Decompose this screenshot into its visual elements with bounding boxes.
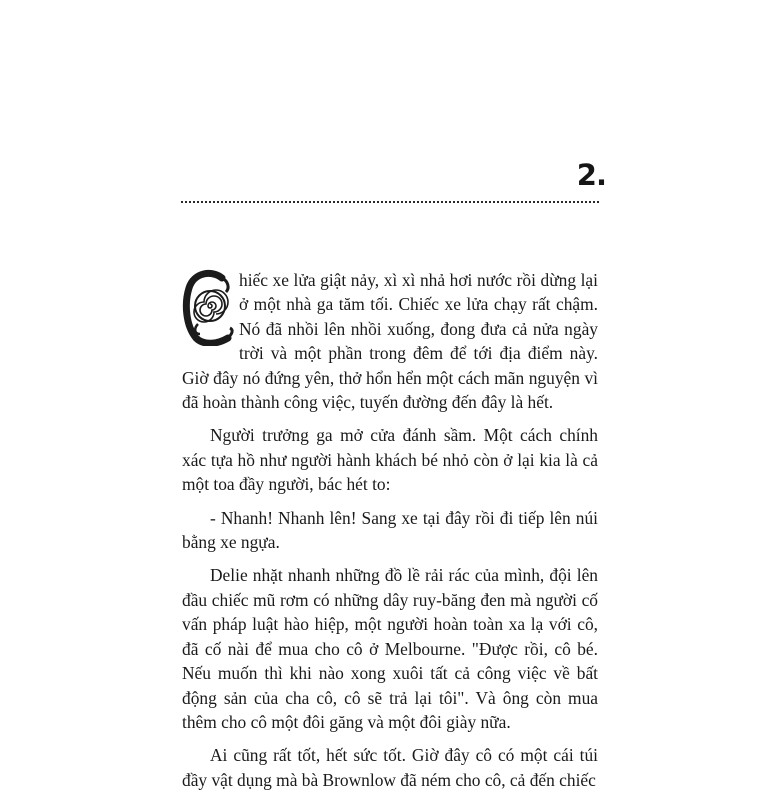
swirl-dropcap-icon: [182, 268, 236, 346]
paragraph: [182, 268, 598, 414]
paragraph: Delie nhặt nhanh những đồ lề rải rác của mình, đội lên đầu chiếc mũ rơm có những dây ruy-băng đen mà người cố vấn pháp luật hào hiệp, một người hoàn toàn xa lạ với cô, đã cố nài để mua cho cô ở Melbourne. "Được rồi, cô bé. Nếu muốn thì khi nào xong xuôi tất cả công việc về bất động sản của cha cô, cô sẽ trả lại tôi". Và ông còn mua thêm cho cô một đôi găng và một đôi giày nữa.: [182, 565, 598, 732]
decorative-dropcap-c: [182, 268, 236, 346]
paragraph: Người trưởng ga mở cửa đánh sầm. Một cách chính xác tựa hồ như người hành khách bé nhỏ còn ở lại kia là cả một toa đầy người, bác hét to:: [182, 425, 598, 495]
chapter-divider: [181, 201, 599, 203]
chapter-body: [182, 268, 598, 801]
paragraph: - Nhanh! Nhanh lên! Sang xe tại đây rồi đi tiếp lên núi bằng xe ngựa.: [182, 507, 598, 553]
paragraph: Ai cũng rất tốt, hết sức tốt. Giờ đây cô có một cái túi đầy vật dụng mà bà Brownlow đã ném cho cô, cả đến chiếc: [182, 745, 598, 790]
paragraph-text: hiếc xe lửa giật nảy, xì xì nhả hơi nước rồi dừng lại ở một nhà ga tăm tối. Chiếc xe lửa chạy rất chậm. Nó đã nhồi lên nhồi xuống, đong đưa cả nửa ngày trời và một phần trong đêm để tới địa điểm này. Giờ đây nó đứng yên, thở hổn hển một cách mãn nguyện vì đã hoàn thành công việc, tuyến đường đến đây là hết.: [182, 270, 598, 413]
chapter-number: 2.: [576, 158, 606, 192]
